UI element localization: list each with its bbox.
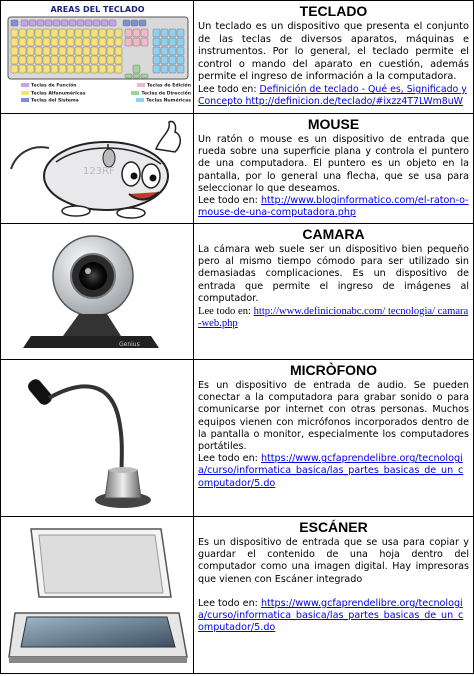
camara-text-cell: [194, 224, 474, 360]
key-numeric: [153, 47, 160, 55]
key-alphanumeric: [43, 56, 50, 64]
key-alphanumeric: [19, 65, 26, 73]
key-alphanumeric: [91, 47, 98, 55]
escaner-title: ESCÁNER: [299, 519, 368, 535]
teclado-title: TECLADO: [299, 3, 368, 19]
key-function: [53, 20, 60, 26]
key-function: [61, 20, 68, 26]
key-function: [45, 20, 52, 26]
key-alphanumeric: [11, 38, 18, 46]
mouse-cartoon-illustration: [1, 114, 194, 224]
key-alphanumeric: [115, 38, 122, 46]
key-numeric: [153, 38, 160, 46]
key-numeric: [161, 47, 168, 55]
microfono-source-link[interactable]: https://www.gcfaprendelibre.org/tecnologia/curso/informatica_basica/las_partes_basicas_de_un_computador/5.do: [198, 453, 464, 489]
key-numeric: [161, 29, 168, 37]
key-alphanumeric: [19, 47, 26, 55]
microfono-text-cell: [194, 360, 474, 517]
key-alphanumeric: [115, 56, 122, 64]
key-alphanumeric: [91, 38, 98, 46]
key-numeric: [177, 56, 184, 64]
key-numeric: [169, 47, 176, 55]
key-alphanumeric: [43, 47, 50, 55]
key-function: [29, 20, 36, 26]
mouse-source-link[interactable]: http://www.bloginformatico.com/el-raton-o-mouse-de-una-computadora.php: [198, 195, 469, 219]
key-function: [101, 20, 108, 26]
key-alphanumeric: [75, 47, 82, 55]
camara-source: Lee todo en: http://www.definicionabc.com/ tecnologia/ camara-web.php: [198, 306, 469, 329]
keyboard-image-caption: AREAS DEL TECLADO: [50, 5, 145, 14]
legend-edicion: Teclas de Edición: [137, 83, 191, 89]
webcam-illustration: [1, 224, 194, 360]
key-alphanumeric: [75, 29, 82, 37]
key-alphanumeric: [35, 29, 42, 37]
webcam-brand: Genius: [119, 341, 140, 348]
mouse-watermark: 123RF: [83, 166, 115, 177]
escaner-source: Lee todo en: https://www.gcfaprendelibre.org/tecnologia/curso/informatica_basica/las_partes_basicas_de_un_computador/5.do: [198, 597, 464, 634]
key-alphanumeric: [51, 29, 58, 37]
key-edition: [133, 38, 140, 46]
key-alphanumeric: [51, 65, 58, 73]
keyboard-image: [1, 1, 194, 114]
mouse-source: Lee todo en: http://www.bloginformatico.com/el-raton-o-mouse-de-una-computadora.php: [198, 195, 469, 219]
key-alphanumeric: [11, 47, 18, 55]
key-alphanumeric: [27, 65, 34, 73]
key-alphanumeric: [19, 38, 26, 46]
scanner-image-cell: [1, 517, 194, 674]
key-alphanumeric: [99, 47, 106, 55]
key-numeric: [169, 29, 176, 37]
camara-source-link[interactable]: http://www.definicionabc.com/ tecnologia/ camara-web.php: [198, 306, 469, 329]
key-alphanumeric: [83, 65, 90, 73]
camara-description: La cámara web suele ser un dispositivo bien pequeño pero al mismo tiempo cómodo para ser utilizado sin demasiadas complicaciones. Es un dispositivo de entrada que permite el ingreso de imágenes al computador.: [198, 244, 469, 304]
key-alphanumeric: [43, 38, 50, 46]
key-alphanumeric: [83, 47, 90, 55]
key-numeric: [177, 65, 184, 73]
key-alphanumeric: [27, 29, 34, 37]
key-numeric: [177, 29, 184, 37]
key-alphanumeric: [99, 56, 106, 64]
key-alphanumeric: [11, 56, 18, 64]
escaner-text-cell: [194, 517, 474, 674]
key-numeric: [169, 65, 176, 73]
key-system: [123, 20, 130, 26]
teclado-description: Un teclado es un dispositivo que presenta el conjunto de las teclas de diversos aparatos, máquinas e instrumentos. Por lo general, el teclado permite el control o mando del aparato en cuestión, además permite el ingreso de información a la computadora.: [198, 21, 469, 83]
mouse-text-cell: [194, 114, 474, 224]
key-alphanumeric: [67, 47, 74, 55]
table-row-camara: [1, 224, 474, 360]
key-alphanumeric: [107, 56, 114, 64]
scanner-illustration: [1, 517, 194, 674]
legend-sistema: Teclas del Sistema: [21, 98, 79, 104]
key-alphanumeric: [51, 38, 58, 46]
key-esc: [11, 20, 18, 26]
key-alphanumeric: [91, 29, 98, 37]
key-alphanumeric: [35, 38, 42, 46]
key-alphanumeric: [35, 65, 42, 73]
key-numeric: [153, 56, 160, 64]
key-edition: [125, 38, 132, 46]
key-alphanumeric: [35, 47, 42, 55]
key-numeric: [177, 47, 184, 55]
key-alphanumeric: [83, 29, 90, 37]
key-alphanumeric: [107, 38, 114, 46]
key-alphanumeric: [27, 56, 34, 64]
key-alphanumeric: [43, 65, 50, 73]
key-alphanumeric: [83, 56, 90, 64]
microfono-source: Lee todo en: https://www.gcfaprendelibre.org/tecnologia/curso/informatica_basica/las_partes_basicas_de_un_computador/5.do: [198, 453, 464, 489]
legend-direccion: Teclas de Dirección: [131, 91, 191, 97]
table-row-teclado: [1, 1, 474, 114]
key-alphanumeric: [107, 47, 114, 55]
key-alphanumeric: [59, 65, 66, 73]
key-alphanumeric: [51, 56, 58, 64]
key-edition: [141, 38, 148, 46]
legend-alfanumericas: Teclas Alfanuméricas: [21, 91, 85, 97]
key-edition: [133, 29, 140, 37]
key-alphanumeric: [107, 29, 114, 37]
key-numeric: [177, 38, 184, 46]
key-system: [131, 20, 138, 26]
key-alphanumeric: [59, 47, 66, 55]
key-function: [85, 20, 92, 26]
key-numeric: [161, 56, 168, 64]
key-alphanumeric: [99, 65, 106, 73]
key-alphanumeric: [115, 29, 122, 37]
key-alphanumeric: [67, 65, 74, 73]
key-arrow-right: [141, 74, 148, 78]
key-function: [37, 20, 44, 26]
key-function: [21, 20, 28, 26]
key-alphanumeric: [67, 56, 74, 64]
key-arrow-left: [125, 74, 132, 78]
key-alphanumeric: [11, 65, 18, 73]
key-edition: [125, 29, 132, 37]
mouse-description: Un ratón o mouse es un dispositivo de entrada que rueda sobre una superficie plana y controla el puntero de una computadora. El puntero es un objeto en la pantalla, por lo general una flecha, que se usa para seleccionar lo que deseamos.: [198, 134, 469, 194]
key-numeric: [161, 38, 168, 46]
key-alphanumeric: [35, 56, 42, 64]
key-alphanumeric: [59, 56, 66, 64]
key-alphanumeric: [27, 38, 34, 46]
key-alphanumeric: [107, 65, 114, 73]
key-alphanumeric: [19, 29, 26, 37]
key-arrow-down: [133, 74, 140, 78]
key-numeric: [169, 38, 176, 46]
mouse-title: MOUSE: [307, 116, 360, 132]
key-alphanumeric: [75, 65, 82, 73]
key-function: [77, 20, 84, 26]
legend-numericas: Teclas Numéricas: [136, 98, 191, 104]
key-alphanumeric: [27, 47, 34, 55]
microphone-image-cell: [1, 360, 194, 517]
key-alphanumeric: [91, 65, 98, 73]
key-alphanumeric: [19, 56, 26, 64]
microfono-description: Es un dispositivo de entrada de audio. Se pueden conectar a la computadora para grabar sonido o para comunicarse por internet con otras personas. Muchos equipos vienen con micrófonos incorporados dentro de la pantalla o monitor, especialmente los computadores portátiles.: [198, 380, 469, 453]
mouse-image-cell: [1, 114, 194, 224]
key-alphanumeric: [115, 65, 122, 73]
key-alphanumeric: [51, 47, 58, 55]
table-row-mouse: [1, 114, 474, 224]
key-function: [69, 20, 76, 26]
key-alphanumeric: [83, 38, 90, 46]
teclado-text-cell: [194, 1, 474, 114]
key-system: [139, 20, 146, 26]
key-alphanumeric: [115, 47, 122, 55]
key-numeric: [161, 65, 168, 73]
key-numeric: [153, 29, 160, 37]
camara-title: CAMARA: [302, 226, 365, 242]
key-alphanumeric: [11, 29, 18, 37]
microphone-illustration: [1, 360, 194, 517]
key-numeric: [153, 65, 160, 73]
microfono-title: MICRÒFONO: [289, 362, 378, 378]
table-row-escaner: [1, 517, 474, 674]
key-edition: [141, 29, 148, 37]
key-alphanumeric: [59, 29, 66, 37]
table-row-microfono: [1, 360, 474, 517]
keyboard-image-cell: [1, 1, 194, 114]
legend-funcion: Teclas de Función: [21, 83, 77, 89]
key-numeric: [169, 56, 176, 64]
teclado-source-link[interactable]: Definición de teclado - Qué es, Significado y Concepto http://definicion.de/teclado/#ixzz4T7LWm8uW: [198, 83, 467, 107]
escaner-source-link[interactable]: https://www.gcfaprendelibre.org/tecnologia/curso/informatica_basica/las_partes_basicas_de_un_computador/5.do: [198, 597, 464, 634]
key-alphanumeric: [75, 38, 82, 46]
key-alphanumeric: [75, 56, 82, 64]
key-alphanumeric: [99, 29, 106, 37]
camera-image-cell: [1, 224, 194, 360]
key-function: [109, 20, 116, 26]
teclado-source: Lee todo en: Definición de teclado - Qué es, Significado y Concepto http://definicion.de/teclado/#ixzz4T7LWm8uW: [198, 83, 467, 107]
key-alphanumeric: [91, 56, 98, 64]
key-arrow-up: [133, 65, 140, 73]
key-alphanumeric: [99, 38, 106, 46]
keyboard-legend: [21, 83, 191, 104]
key-alphanumeric: [43, 29, 50, 37]
escaner-description: Es un dispositivo de entrada que se usa para copiar y guardar el contenido de una hoja dentro del computador como una imagen digital. Hay impresoras que vienen con Escáner integrado: [198, 537, 469, 585]
key-alphanumeric: [59, 38, 66, 46]
key-alphanumeric: [67, 38, 74, 46]
key-alphanumeric: [67, 29, 74, 37]
key-function: [93, 20, 100, 26]
